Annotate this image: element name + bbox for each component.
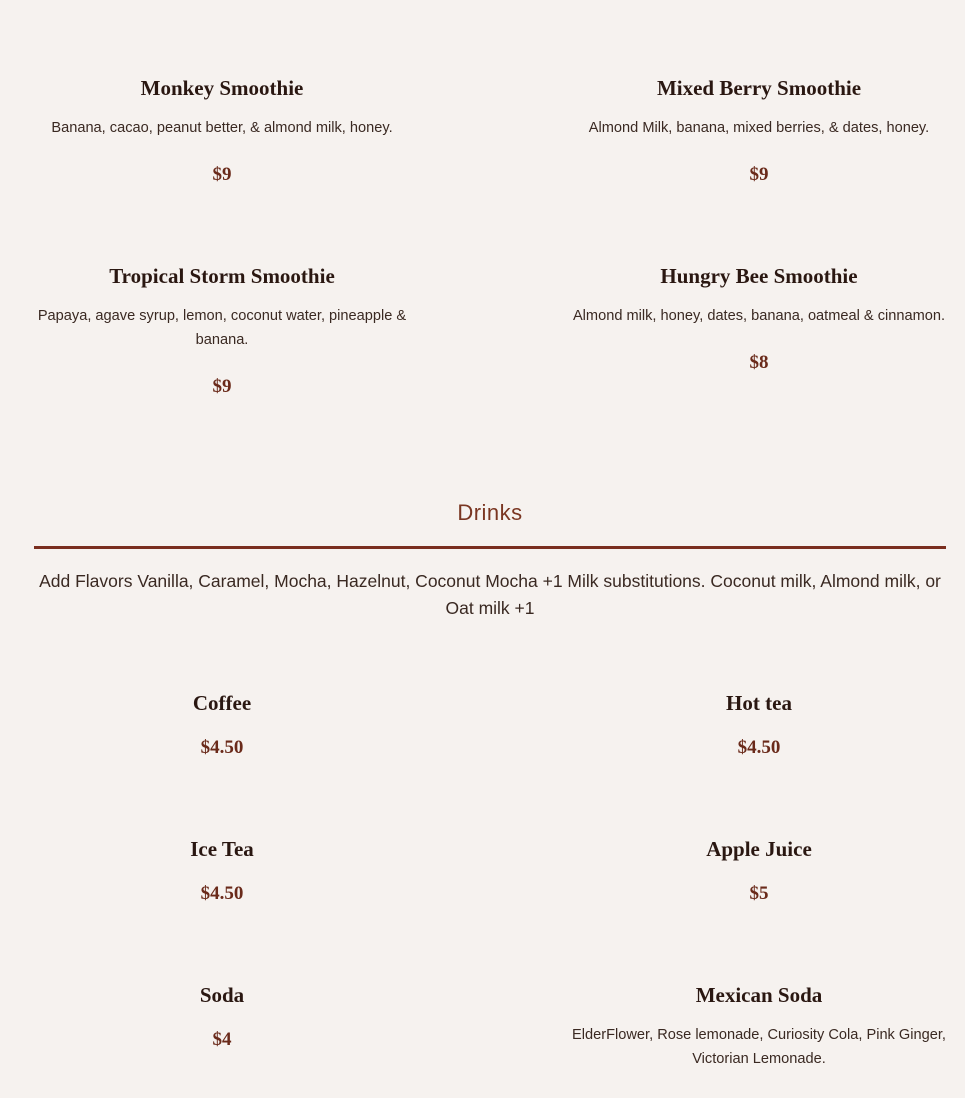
item-price: $9 [749,164,769,185]
item-price: $9 [212,164,232,185]
item-name: Apple Juice [706,837,812,861]
item-price: $4.50 [200,737,244,758]
item-name: Soda [199,983,245,1007]
menu-item-mixed-berry-smoothie [564,76,954,186]
menu-item-ice-tea [27,837,417,905]
section-title-drinks: Drinks [457,500,523,525]
item-name: Monkey Smoothie [140,76,304,100]
menu-item-hot-tea [564,691,954,759]
item-description: Papaya, agave syrup, lemon, coconut water, pineapple & banana. [37,308,407,348]
item-price: $8 [749,352,769,373]
menu-item-apple-juice [564,837,954,905]
item-name: Mixed Berry Smoothie [656,76,862,100]
menu-item-coffee [27,691,417,759]
item-price: $4 [212,1029,232,1050]
item-description: Almond milk, honey, dates, banana, oatmeal & cinnamon. [572,308,946,324]
item-name: Coffee [192,691,252,715]
item-description: ElderFlower, Rose lemonade, Curiosity Cola, Pink Ginger, Victorian Lemonade. [572,1027,946,1067]
item-name: Hot tea [726,691,792,715]
item-price: $4.50 [200,883,244,904]
item-name: Ice Tea [190,837,254,861]
item-description: Banana, cacao, peanut better, & almond milk, honey. [51,120,393,136]
item-price: $5 [749,883,769,904]
menu-item-mexican-soda [564,983,954,1071]
menu-item-monkey-smoothie [27,76,417,186]
item-name: Mexican Soda [695,983,823,1007]
drinks-addons-note: Add Flavors Vanilla, Caramel, Mocha, Hazelnut, Coconut Mocha +1 Milk substitutions. Coconut milk, Almond milk, or Oat milk +1 [39,571,941,618]
item-price: $9 [212,376,232,397]
menu-item-tropical-storm-smoothie [27,264,417,398]
item-name: Hungry Bee Smoothie [660,264,858,288]
section-divider [34,546,946,549]
menu-item-soda [27,983,417,1051]
menu-item-hungry-bee-smoothie [564,264,954,374]
item-price: $4.50 [737,737,781,758]
item-description: Almond Milk, banana, mixed berries, & dates, honey. [588,120,930,136]
item-name: Tropical Storm Smoothie [109,264,335,288]
